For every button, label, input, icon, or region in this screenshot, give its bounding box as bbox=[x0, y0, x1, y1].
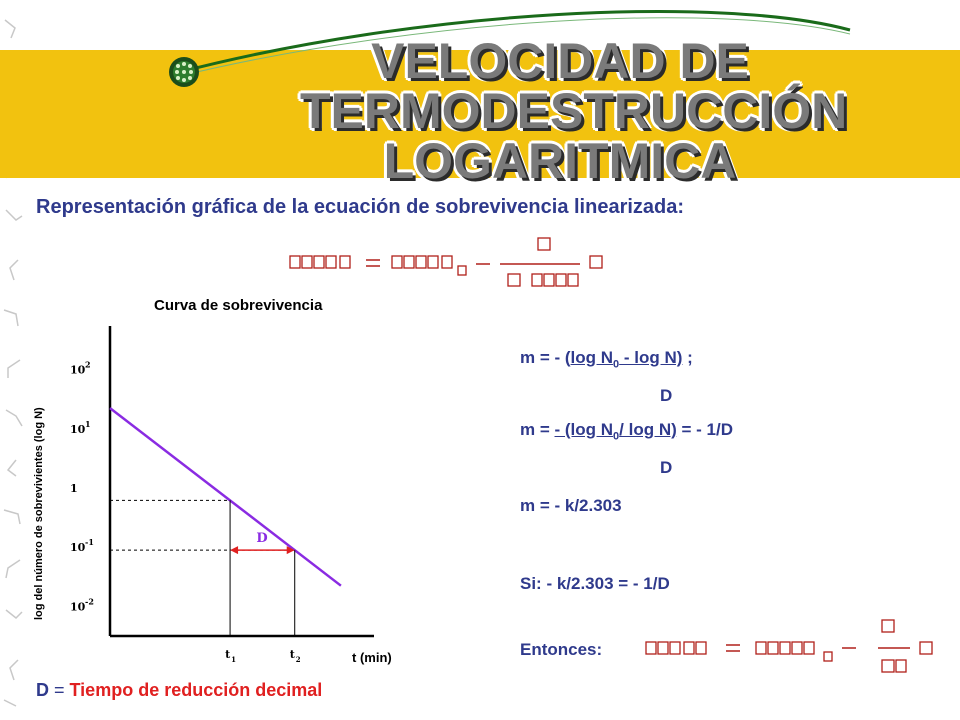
eq1-part-a: m = - ( bbox=[520, 348, 571, 367]
chart-title: Curva de sobrevivencia bbox=[154, 297, 323, 314]
x-tick-label: t bbox=[225, 648, 231, 661]
equation-slope-3: m = - k/2.303 bbox=[520, 496, 622, 515]
title-line-2: TERMODESTRUCCIÓN bbox=[300, 83, 848, 139]
d-letter: D bbox=[36, 680, 49, 700]
equation-slope-1 bbox=[520, 348, 693, 370]
y-tick-label: 10 bbox=[70, 541, 86, 555]
y-tick-exponent: -1 bbox=[85, 537, 94, 548]
equals-sign: = bbox=[49, 680, 70, 700]
equation-condition: Si: - k/2.303 = - 1/D bbox=[520, 574, 670, 593]
x-axis-label: t (min) bbox=[352, 650, 392, 665]
y-tick-label: 10 bbox=[70, 363, 86, 377]
y-tick-exponent: 1 bbox=[85, 418, 91, 429]
equation-slope-2 bbox=[520, 420, 733, 442]
title-line-1: VELOCIDAD DE bbox=[371, 33, 749, 89]
y-tick-label: 10 bbox=[70, 600, 86, 614]
eq2-part-b: - (log N bbox=[554, 420, 614, 439]
formula-image-bottom bbox=[644, 614, 944, 678]
y-tick-label: 1 bbox=[70, 482, 78, 495]
eq2-underlined bbox=[554, 420, 677, 443]
eq2-part-d: = - 1/D bbox=[676, 420, 733, 439]
d-definition bbox=[36, 680, 322, 701]
eq2-subscript: 0 bbox=[613, 430, 620, 443]
page-title bbox=[300, 33, 848, 189]
equation-denominator-2: D bbox=[660, 458, 673, 477]
y-tick-exponent: -2 bbox=[85, 596, 94, 607]
subtitle: Representación gráfica de la ecuación de sobrevivencia linearizada: bbox=[36, 196, 685, 218]
survival-curve-chart bbox=[24, 290, 424, 670]
eq1-underlined bbox=[570, 348, 683, 371]
d-arrow-head-left bbox=[230, 546, 238, 554]
x-tick-subscript: 2 bbox=[295, 655, 301, 664]
equation-conclusion-label: Entonces: bbox=[520, 640, 603, 659]
title-line-3: LOGARITMICA bbox=[383, 133, 737, 189]
eq2-part-c: / log N) bbox=[619, 420, 677, 439]
d-annotation: D bbox=[256, 531, 268, 547]
eq1-part-b: log N bbox=[570, 348, 614, 367]
eq1-part-c: - log N) bbox=[619, 348, 683, 367]
x-tick-label: t bbox=[289, 648, 295, 661]
eq1-part-d: ; bbox=[682, 348, 693, 367]
y-tick-exponent: 2 bbox=[85, 359, 91, 370]
formula-image-top bbox=[288, 236, 618, 292]
eq1-subscript: 0 bbox=[613, 358, 620, 371]
y-tick-label: 10 bbox=[70, 422, 86, 436]
x-tick-subscript: 1 bbox=[231, 655, 236, 664]
survival-line bbox=[110, 408, 341, 586]
d-description: Tiempo de reducción decimal bbox=[69, 680, 323, 700]
y-axis-label: log del número de sobrevivientes (log N) bbox=[33, 407, 45, 620]
equation-denominator-1: D bbox=[660, 386, 673, 405]
eq2-part-a: m = bbox=[520, 420, 555, 439]
